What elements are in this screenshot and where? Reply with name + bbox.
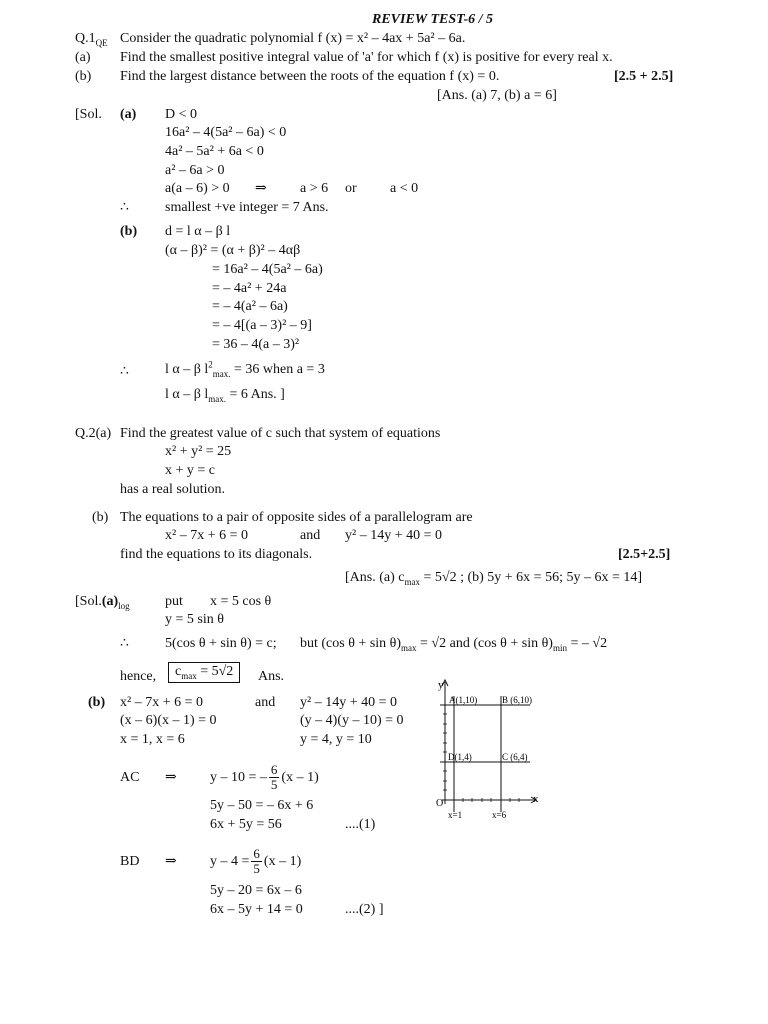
q1-a-label: (a)	[75, 50, 91, 65]
bd-label: BD	[120, 854, 140, 869]
implies-symbol: ⇒	[165, 854, 177, 869]
and-word: and	[300, 528, 321, 543]
sol1-b-line: = 36 – 4(a – 3)²	[212, 337, 300, 352]
therefore-symbol: ∴	[120, 200, 129, 215]
or-word: or	[345, 181, 357, 196]
sol1-b-line: = 16a² – 4(5a² – 6a)	[212, 262, 323, 277]
point-a-label: A(1,10)	[449, 695, 478, 705]
q1-a-text: Find the smallest positive integral value of 'a' for which f (x) is positive for every real x.	[120, 50, 613, 65]
point-d-label: D(1,4)	[448, 752, 472, 762]
point-b-label: B (6,10)	[502, 695, 532, 705]
q2-b-eq1: x² – 7x + 6 = 0	[165, 528, 248, 543]
sol1-a-line: a² – 6a > 0	[165, 163, 225, 178]
sol2-b-label: (b)	[88, 695, 106, 710]
q1-stem: Consider the quadratic polynomial f (x) = x² – 4ax + 5a² – 6a.	[120, 31, 466, 46]
sol2-x-eq: x = 5 cos θ	[210, 594, 272, 609]
q1-label: $Q.1_{QE}$	[75, 31, 108, 48]
x1-label: x=1	[448, 810, 463, 820]
sol1-a-line: 4a² – 5a² + 6a < 0	[165, 144, 264, 159]
sol2-cmax-box: $c_{max} = 5√2$	[168, 664, 240, 680]
point-c-label: C (6,4)	[502, 752, 528, 762]
sol1-b-line: (α – β)² = (α + β)² – 4αβ	[165, 243, 301, 258]
sol2-b-right: y = 4, y = 10	[300, 732, 372, 747]
sol1-inequality-right2: a < 0	[390, 181, 419, 196]
sol1-a-line: D < 0	[165, 107, 198, 122]
q2-answer: [Ans. (a) $c_{max} = 5√2$ ; (b) 5y + 6x = 56; 5y – 6x = 14]	[345, 570, 643, 587]
ac-step2: 5y – 50 = – 6x + 6	[210, 798, 314, 813]
q2-b-eq2: y² – 14y + 40 = 0	[345, 528, 442, 543]
sol2-b-left: (x – 6)(x – 1) = 0	[120, 713, 217, 728]
sol2-b-left: x² – 7x + 6 = 0	[120, 695, 203, 710]
sol1-b-line: = – 4a² + 24a	[212, 281, 287, 296]
parallelogram-figure	[430, 672, 550, 827]
sol2-label: [$Sol.(a)_{log}$	[75, 594, 130, 611]
q2-marks: [2.5+2.5]	[618, 547, 671, 562]
therefore-symbol: ∴	[120, 636, 129, 651]
q2-b-tail: find the equations to its diagonals.	[120, 547, 313, 562]
sol1-a-conclusion: smallest +ve integer = 7 Ans.	[165, 200, 329, 215]
and-word: and	[255, 695, 276, 710]
hence-word: hence,	[120, 669, 157, 684]
x6-label: x=6	[492, 810, 507, 820]
q2-eq2: x + y = c	[165, 463, 216, 478]
q1-marks: [2.5 + 2.5]	[614, 69, 674, 84]
sol1-a-line: 16a² – 4(5a² – 6a) < 0	[165, 125, 287, 140]
q2-a-tail: has a real solution.	[120, 482, 225, 497]
sol2-y-eq: y = 5 sin θ	[165, 612, 224, 627]
bd-step2: 5y – 20 = 6x – 6	[210, 883, 302, 898]
sol1-b-line: = – 4(a² – 6a)	[212, 299, 288, 314]
q2-eq1: x² + y² = 25	[165, 444, 232, 459]
ac-tag: ....(1)	[345, 817, 376, 832]
x-axis-label: x	[533, 793, 539, 805]
q2-label: Q.2(a)	[75, 426, 112, 441]
sol2-expression: 5(cos θ + sin θ) = c;	[165, 636, 277, 651]
y-axis-label: y	[438, 679, 444, 691]
sol2-b-left: x = 1, x = 6	[120, 732, 185, 747]
sol1-b-line: d = l α – β l	[165, 224, 231, 239]
sol1-a-label: (a)	[120, 107, 137, 122]
put-word: put	[165, 594, 183, 609]
sol1-inequality-left: a(a – 6) > 0	[165, 181, 230, 196]
sol2-but-bounds: but (cos $\theta + \sin \theta)_{max} = √2$ and (cos $\theta + \sin \theta)_{min}$ = – √2	[300, 636, 608, 653]
page-title: REVIEW TEST-6 / 5	[372, 12, 493, 27]
origin-label: O	[436, 798, 444, 809]
sol1-label: [Sol.	[75, 107, 102, 122]
sol1-b-label: (b)	[120, 224, 138, 239]
sol1-b-line: = – 4[(a – 3)² – 9]	[212, 318, 312, 333]
ac-equation: y – 10 = – $\frac{6}{5}$ (x – 1)	[210, 762, 319, 793]
q2-a-text: Find the greatest value of c such that system of equations	[120, 426, 441, 441]
implies-symbol: ⇒	[165, 770, 177, 785]
sol1-inequality-right1: a > 6	[300, 181, 329, 196]
q2-b-label: (b)	[92, 510, 109, 525]
sol2-ans: Ans.	[258, 669, 285, 684]
q2-b-text: The equations to a pair of opposite sides of a parallelogram are	[120, 510, 473, 525]
q1-b-label: (b)	[75, 69, 92, 84]
therefore-symbol: ∴	[120, 364, 129, 379]
q1-answer: [Ans. (a) 7, (b) a = 6]	[437, 88, 557, 103]
bd-tag: ....(2) ]	[345, 902, 384, 917]
sol2-b-right: y² – 14y + 40 = 0	[300, 695, 397, 710]
bd-equation: y – 4 = $\frac{6}{5}$ (x – 1)	[210, 846, 302, 877]
sol2-b-right: (y – 4)(y – 10) = 0	[300, 713, 404, 728]
q1-b-text: Find the largest distance between the roots of the equation f (x) = 0.	[120, 69, 500, 84]
ac-label: AC	[120, 770, 140, 785]
sol1-max-squared: l α – β $l^2_{max.} = 36$ when a = 3	[165, 359, 325, 379]
bd-result: 6x – 5y + 14 = 0	[210, 902, 303, 917]
sol1-max-distance: l α – β $l_{max.} = 6$ Ans. ]	[165, 387, 285, 404]
ac-result: 6x + 5y = 56	[210, 817, 282, 832]
implies-symbol: ⇒	[255, 181, 267, 196]
